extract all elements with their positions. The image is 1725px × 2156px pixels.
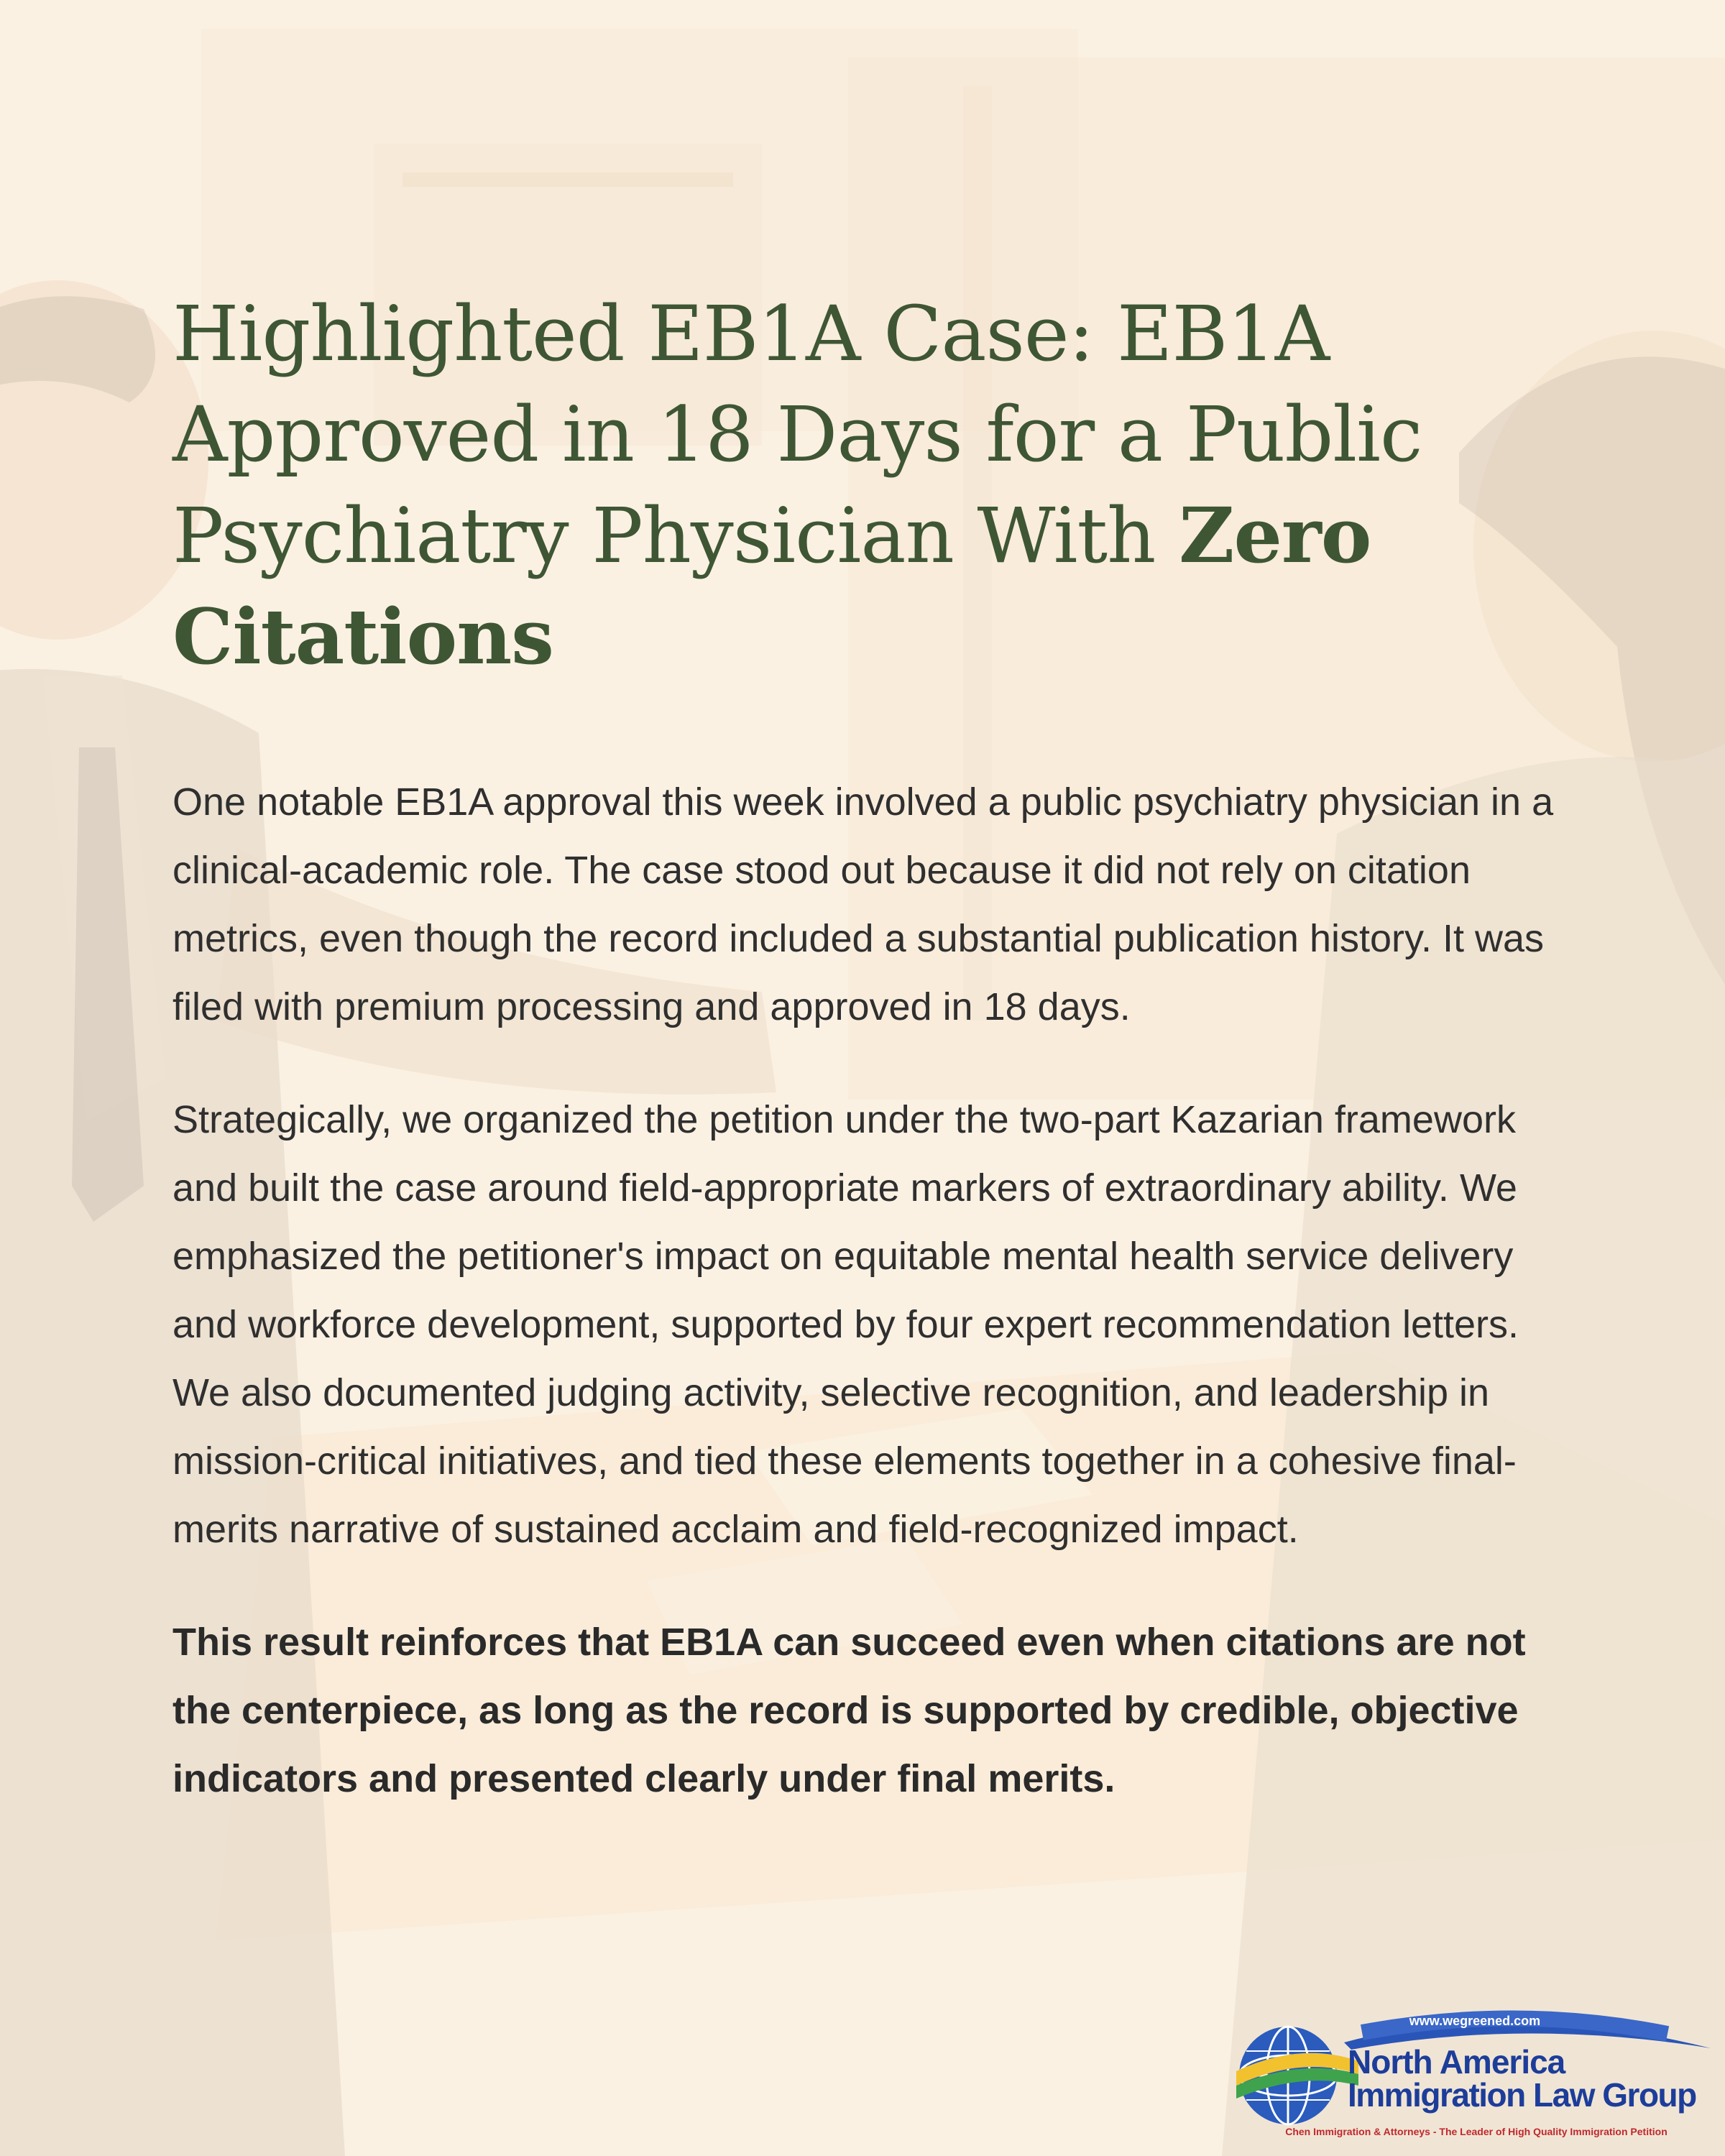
article-title-bold: Zero Citations <box>172 490 1371 681</box>
logo-name-line-1: North America <box>1348 2043 1565 2081</box>
article <box>172 284 1581 1813</box>
paragraph-strategy: Strategically, we organized the petition under the two-part Kazarian framework and built the case around field-appropriate markers of extraordinary ability. We emphasized the petitioner's impact on equitable mental health service delivery and workforce development, supported by four expert recommendation letters. We also documented judging activity, selective recognition, and leadership in mission-critical initiatives, and tied these elements together in a cohesive final-merits narrative of sustained acclaim and field-recognized impact. <box>172 1098 1519 1551</box>
paragraph-intro: One notable EB1A approval this week involved a public psychiatry physician in a clinical-academic role. The case stood out because it did not rely on citation metrics, even though the record included a substantial publication history. It was filed with premium processing and approved in 18 days. <box>172 780 1554 1028</box>
paragraph-conclusion: This result reinforces that EB1A can succeed even when citations are not the centerpiece, as long as the record is supported by credible, objective indicators and presented clearly under final merits. <box>172 1621 1526 1800</box>
law-group-logo <box>1236 2005 1711 2152</box>
logo-name-line-2: Immigration Law Group <box>1348 2076 1696 2114</box>
logo-tagline: Chen Immigration & Attorneys - The Leader of High Quality Immigration Petition <box>1285 2126 1668 2137</box>
article-title-regular: Highlighted EB1A Case: EB1A Approved in 18 Days for a Public Psychiatry Physician With <box>172 290 1422 580</box>
logo-url: www.wegreened.com <box>1409 2014 1541 2028</box>
article-title <box>172 284 1581 688</box>
